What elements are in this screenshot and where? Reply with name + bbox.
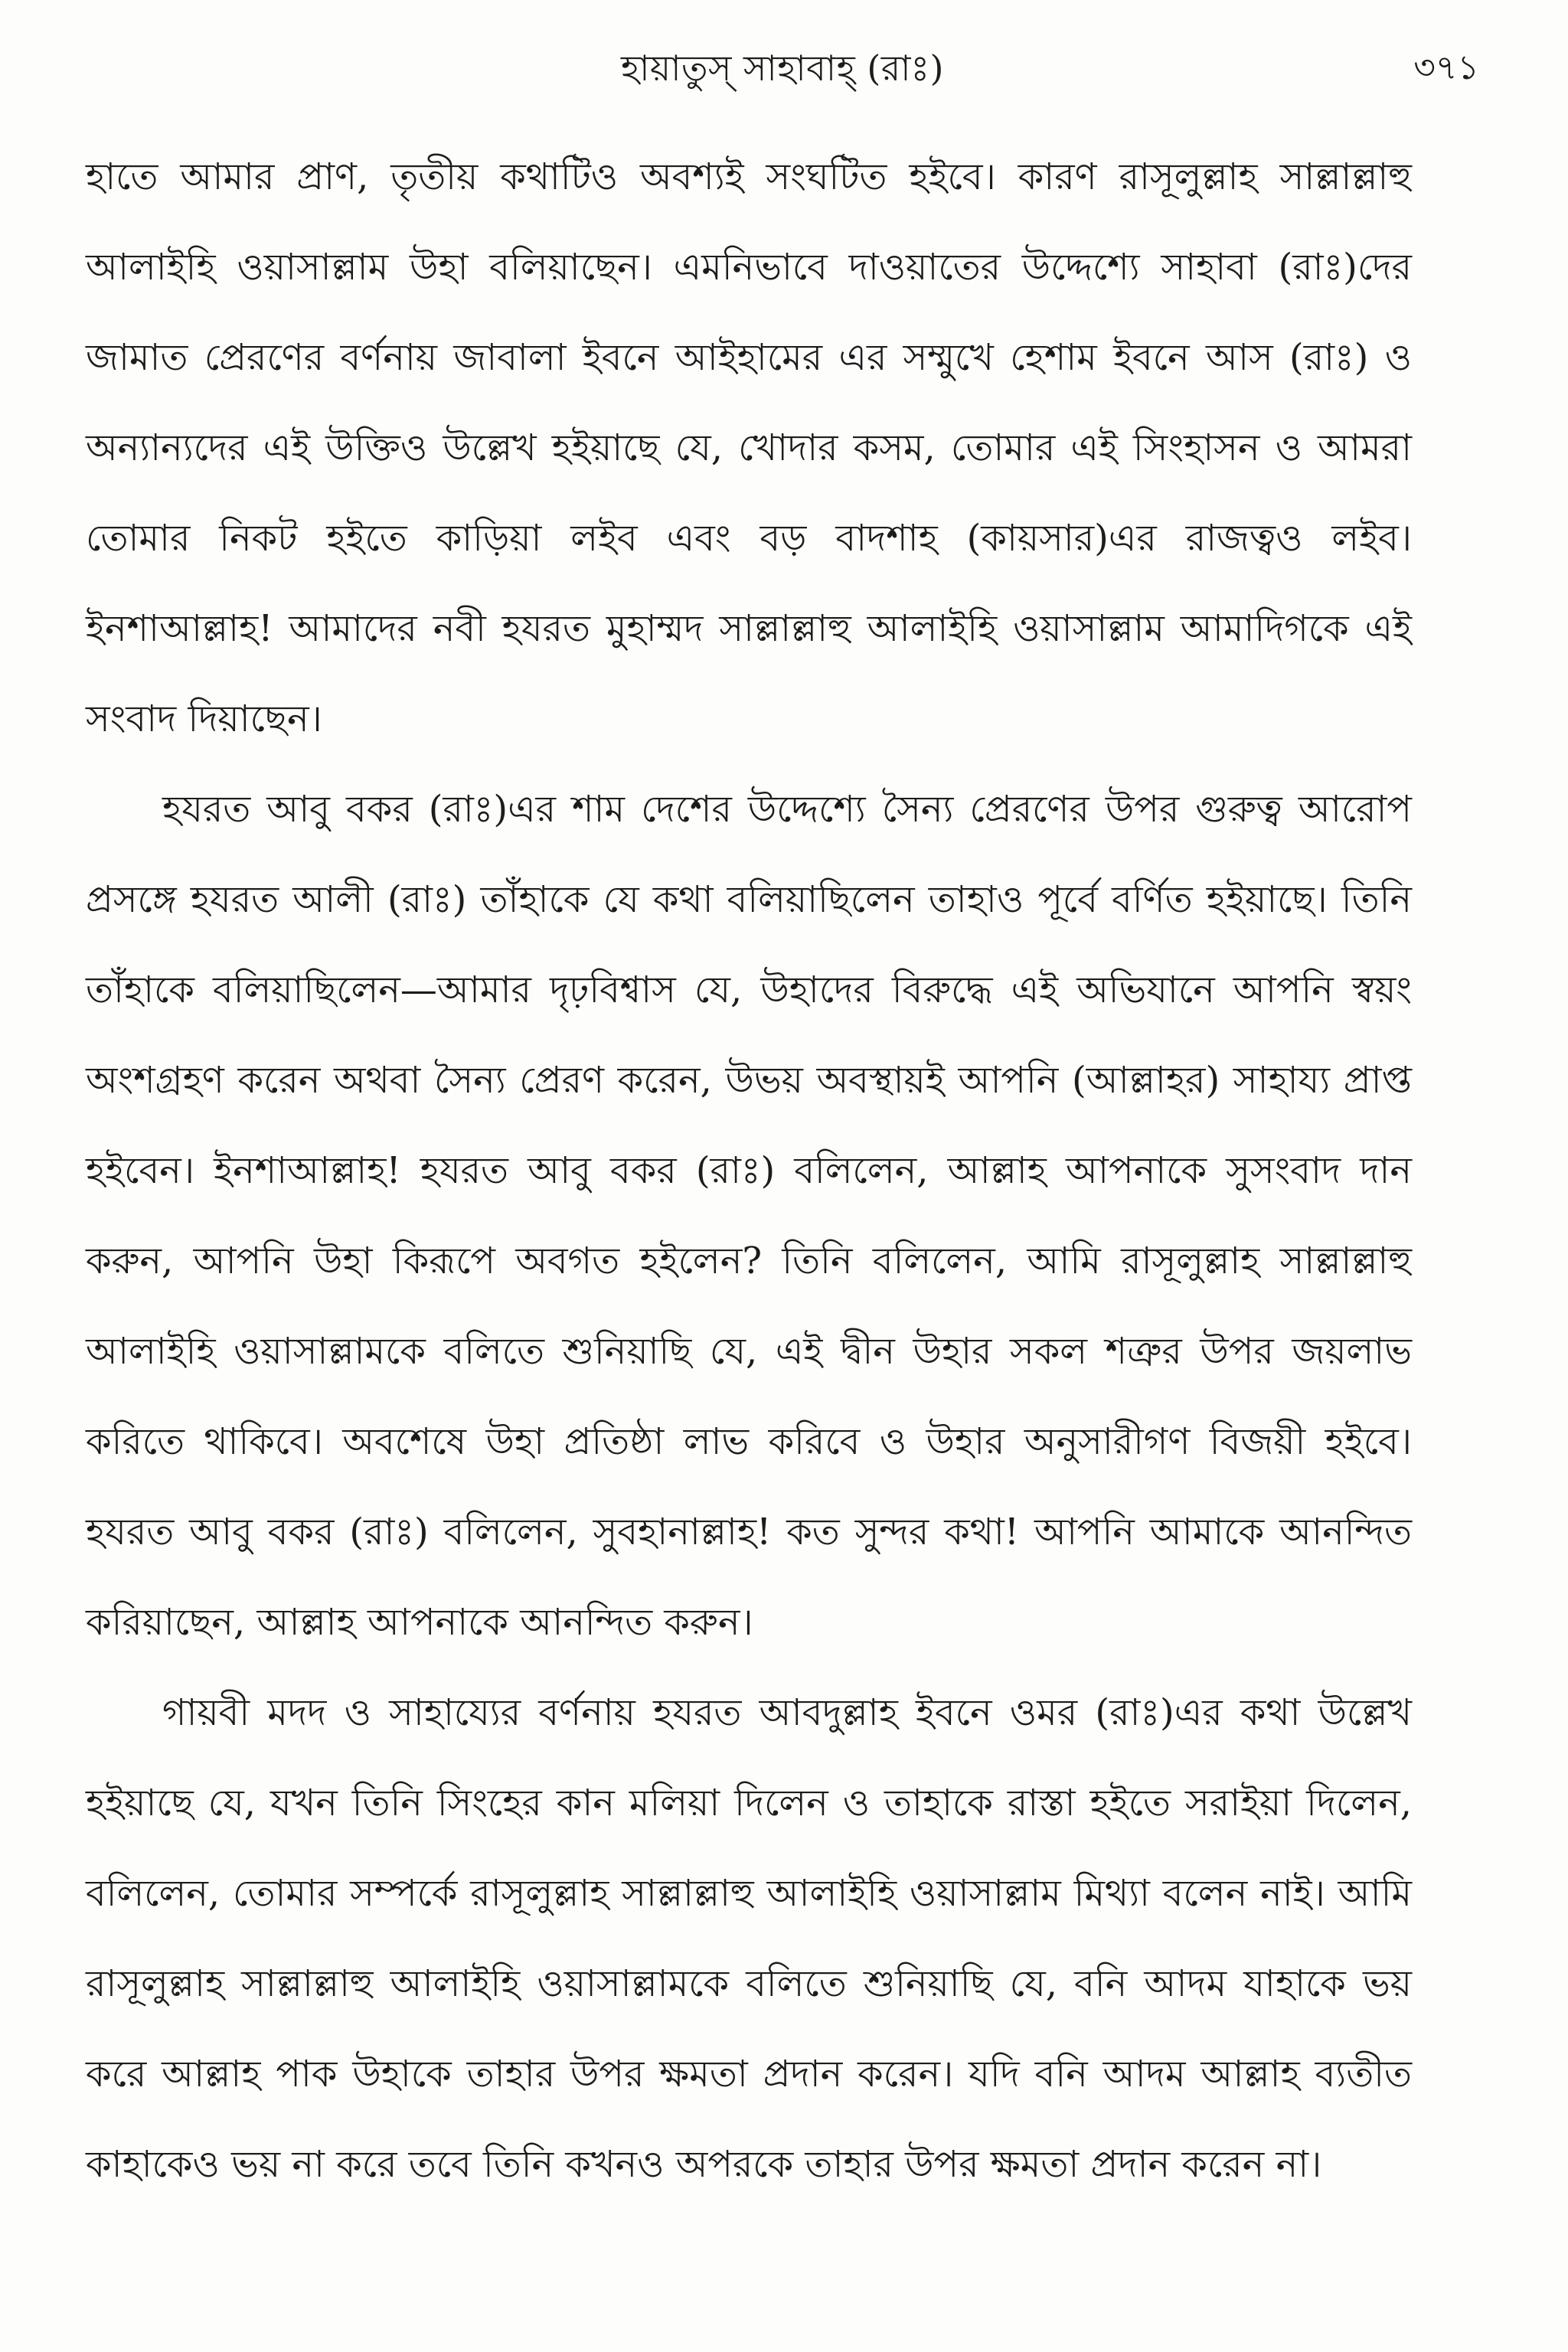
body-text [86,132,1412,2210]
paragraph-2: হযরত আবু বকর (রাঃ)এর শাম দেশের উদ্দেশ্যে সৈন্য প্রেরণের উপর গুরুত্ব আরোপ প্রসঙ্গে হযরত আলী (রাঃ) তাঁহাকে যে কথা বলিয়াছিলেন তাহাও পূর্বে বর্ণিত হইয়াছে। তিনি তাঁহাকে বলিয়াছিলেন—আমার দৃঢ়বিশ্বাস যে, উহাদের বিরুদ্ধে এই অভিযানে আপনি স্বয়ং অংশগ্রহণ করেন অথবা সৈন্য প্রেরণ করেন, উভয় অবস্থায়ই আপনি (আল্লাহর) সাহায্য প্রাপ্ত হইবেন। ইনশাআল্লাহ! হযরত আবু বকর (রাঃ) বলিলেন, আল্লাহ আপনাকে সুসংবাদ দান করুন, আপনি উহা কিরূপে অবগত হইলেন? তিনি বলিলেন, আমি রাসূলুল্লাহ সাল্লাল্লাহু আলাইহি ওয়াসাল্লামকে বলিতে শুনিয়াছি যে, এই দ্বীন উহার সকল শত্রুর উপর জয়লাভ করিতে থাকিবে। অবশেষে উহা প্রতিষ্ঠা লাভ করিবে ও উহার অনুসারীগণ বিজয়ী হইবে। হযরত আবু বকর (রাঃ) বলিলেন, সুবহানাল্লাহ! কত সুন্দর কথা! আপনি আমাকে আনন্দিত করিয়াছেন, আল্লাহ আপনাকে আনন্দিত করুন। [86,788,1412,1644]
running-header [86,34,1479,103]
paragraph-3: গায়বী মদদ ও সাহায্যের বর্ণনায় হযরত আবদুল্লাহ ইবনে ওমর (রাঃ)এর কথা উল্লেখ হইয়াছে যে, যখন তিনি সিংহের কান মলিয়া দিলেন ও তাহাকে রাস্তা হইতে সরাইয়া দিলেন, বলিলেন, তোমার সম্পর্কে রাসূলুল্লাহ সাল্লাল্লাহু আলাইহি ওয়াসাল্লাম মিথ্যা বলেন নাই। আমি রাসূলুল্লাহ সাল্লাল্লাহু আলাইহি ওয়াসাল্লামকে বলিতে শুনিয়াছি যে, বনি আদম যাহাকে ভয় করে আল্লাহ পাক উহাকে তাহার উপর ক্ষমতা প্রদান করেন। যদি বনি আদম আল্লাহ ব্যতীত কাহাকেও ভয় না করে তবে তিনি কখনও অপরকে তাহার উপর ক্ষমতা প্রদান করেন না। [86,1691,1412,2186]
paragraph-1: হাতে আমার প্রাণ, তৃতীয় কথাটিও অবশ্যই সংঘটিত হইবে। কারণ রাসূলুল্লাহ সাল্লাল্লাহু আলাইহি ওয়াসাল্লাম উহা বলিয়াছেন। এমনিভাবে দাওয়াতের উদ্দেশ্যে সাহাবা (রাঃ)দের জামাত প্রেরণের বর্ণনায় জাবালা ইবনে আইহামের এর সম্মুখে হেশাম ইবনে আস (রাঃ) ও অন্যান্যদের এই উক্তিও উল্লেখ হইয়াছে যে, খোদার কসম, তোমার এই সিংহাসন ও আমরা তোমার নিকট হইতে কাড়িয়া লইব এবং বড় বাদশাহ (কায়সার)এর রাজত্বও লইব। ইনশাআল্লাহ! আমাদের নবী হযরত মুহাম্মদ সাল্লাল্লাহু আলাইহি ওয়াসাল্লাম আমাদিগকে এই সংবাদ দিয়াছেন। [86,155,1412,740]
page-number: ৩৭১ [1413,48,1479,87]
running-title: হায়াতুস্ সাহাবাহ্ (রাঃ) [621,47,944,89]
